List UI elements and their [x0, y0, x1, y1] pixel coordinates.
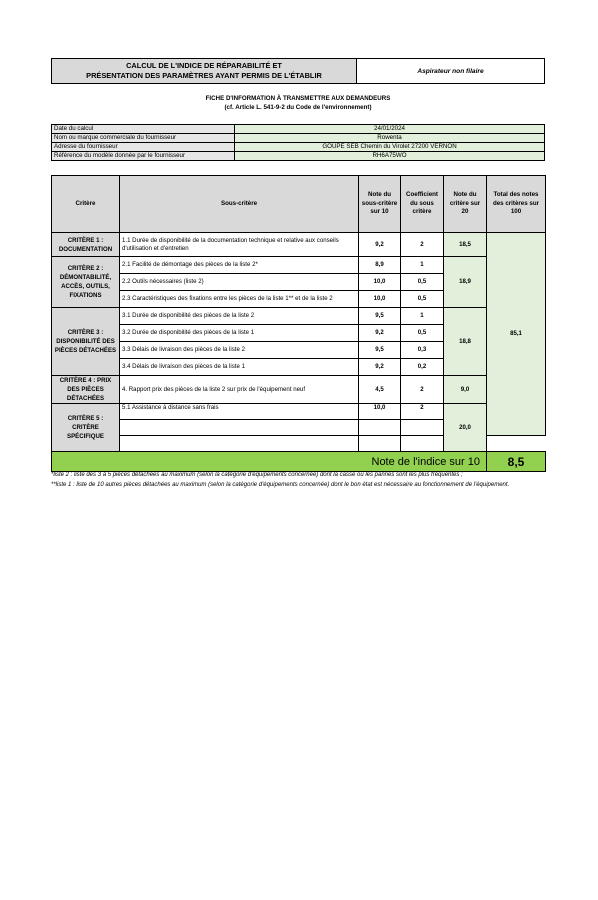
sub-note: 8,9 [359, 257, 401, 274]
info-label: Adresse du fournisseur [52, 143, 235, 152]
sub-note: 10,0 [359, 291, 401, 308]
sub-criterion-3-4: 3.4 Délais de livraison des pièces de la liste 1 [120, 359, 359, 376]
info-value: GOUPE SEB Chemin du Virolet 27200 VERNON [235, 143, 545, 152]
empty-cell [401, 420, 444, 436]
sub-coef: 2 [401, 233, 444, 257]
col-critere: Critère [52, 176, 120, 233]
col-coefficient: Coefficient du sous critère [401, 176, 444, 233]
sub-criterion-2-1: 2.1 Facilité de démontage des pièces de la liste 2* [120, 257, 359, 274]
criterion-note-20: 9,0 [444, 376, 487, 404]
col-note-sous-critere: Note du sous-critère sur 10 [359, 176, 401, 233]
info-value: Rowenta [235, 134, 545, 143]
criterion-note-20: 20,0 [444, 404, 487, 452]
sub-note: 4,5 [359, 376, 401, 404]
sub-criterion-4: 4. Rapport prix des pièces de la liste 2 sur prix de l'équipement neuf [120, 376, 359, 404]
info-row [52, 134, 545, 143]
criterion-note-20: 18,9 [444, 257, 487, 308]
criterion-2: CRITÈRE 2 : DÉMONTABILITÉ, ACCÈS, OUTILS, FIXATIONS [52, 257, 120, 308]
criterion-note-20: 18,5 [444, 233, 487, 257]
sub-note: 9,2 [359, 359, 401, 376]
empty-cell [359, 420, 401, 436]
empty-cell [359, 436, 401, 452]
sub-note: 9,5 [359, 342, 401, 359]
title-line-2: PRÉSENTATION DES PARAMÈTRES AYANT PERMIS DE L'ÉTABLIR [86, 71, 322, 80]
table-row [52, 257, 546, 274]
sub-note: 10,0 [359, 274, 401, 291]
header-row [52, 176, 546, 233]
footnote-2: **liste 1 : liste de 10 autres pièces détachées au maximum (selon la catégorie d'équipements concernée) dont le bon état est nécessaire au fonctionnement de l'équipement. [51, 481, 510, 488]
criterion-3: CRITÈRE 3 : DISPONIBILITÉ DES PIÈCES DÉTACHÉES [52, 308, 120, 376]
title-box [51, 58, 357, 84]
sub-note: 10,0 [359, 404, 401, 420]
sub-criterion-5-1: 5.1 Assistance à distance sans frais [120, 404, 359, 420]
footnote-1: *liste 2 : liste des 3 à 5 pièces détachées au maximum (selon la catégorie d'équipements concernée) dont la casse ou les pannes sont les plus fréquentes ; [51, 472, 463, 478]
footnotes [51, 471, 545, 490]
info-row [52, 143, 545, 152]
table-row [52, 233, 546, 257]
sub-coef: 2 [401, 404, 444, 420]
sub-coef: 2 [401, 376, 444, 404]
info-value: RH6A75WO [235, 152, 545, 161]
criterion-note-20: 18,8 [444, 308, 487, 376]
info-row [52, 125, 545, 134]
title-line-1: CALCUL DE L'INDICE DE RÉPARABILITÉ ET [126, 61, 282, 70]
repairability-table [51, 175, 546, 472]
table-row [52, 404, 546, 420]
sub-criterion-2-3: 2.3 Caractéristiques des fixations entre les pièces de la liste 1** et de la liste 2 [120, 291, 359, 308]
col-total-100: Total des notes des critères sur 100 [487, 176, 546, 233]
info-label: Date du calcul [52, 125, 235, 134]
info-value: 24/01/2024 [235, 125, 545, 134]
col-sous-critere: Sous-critère [120, 176, 359, 233]
sub-criterion-2-2: 2.2 Outils nécessaires (liste 2) [120, 274, 359, 291]
table-row [52, 308, 546, 325]
info-table [51, 124, 545, 161]
col-note-critere-20: Note du critère sur 20 [444, 176, 487, 233]
empty-cell [401, 436, 444, 452]
sub-coef: 0,5 [401, 325, 444, 342]
empty-cell [120, 436, 359, 452]
criterion-5: CRITÈRE 5 : CRITÈRE SPÉCIFIQUE [52, 404, 120, 452]
product-type: Aspirateur non filaire [357, 58, 545, 84]
fiche-heading [51, 94, 545, 112]
index-label: Note de l'indice sur 10 [52, 452, 487, 472]
empty-cell [120, 420, 359, 436]
criterion-1: CRITÈRE 1 : DOCUMENTATION [52, 233, 120, 257]
fiche-line-2: (cf. Article L. 541-9-2 du Code de l'environnement) [224, 104, 372, 111]
sub-note: 9,2 [359, 325, 401, 342]
sub-coef: 1 [401, 308, 444, 325]
info-label: Nom ou marque commerciale du fournisseur [52, 134, 235, 143]
criterion-4: CRITÈRE 4 : PRIX DES PIÈCES DÉTACHÉES [52, 376, 120, 404]
sub-criterion-1-1: 1.1 Durée de disponibilité de la documentation technique et relative aux conseils d'utilisation et d'entretien [120, 233, 359, 257]
info-row [52, 152, 545, 161]
sub-coef: 0,2 [401, 359, 444, 376]
total-100: 85,1 [487, 233, 546, 436]
sub-coef: 0,5 [401, 274, 444, 291]
sub-note: 9,2 [359, 233, 401, 257]
sub-note: 9,5 [359, 308, 401, 325]
sub-criterion-3-2: 3.2 Durée de disponibilité des pièces de la liste 1 [120, 325, 359, 342]
sub-coef: 0,3 [401, 342, 444, 359]
sub-criterion-3-1: 3.1 Durée de disponibilité des pièces de la liste 2 [120, 308, 359, 325]
sub-criterion-3-3: 3.3 Délais de livraison des pièces de la liste 2 [120, 342, 359, 359]
index-value: 8,5 [487, 452, 546, 472]
sub-coef: 0,5 [401, 291, 444, 308]
sub-coef: 1 [401, 257, 444, 274]
table-row [52, 376, 546, 404]
fiche-line-1: FICHE D'INFORMATION À TRANSMETTRE AUX DEMANDEURS [205, 95, 391, 102]
info-label: Référence du modèle donnée par le fournisseur [52, 152, 235, 161]
footer-row [52, 452, 546, 472]
